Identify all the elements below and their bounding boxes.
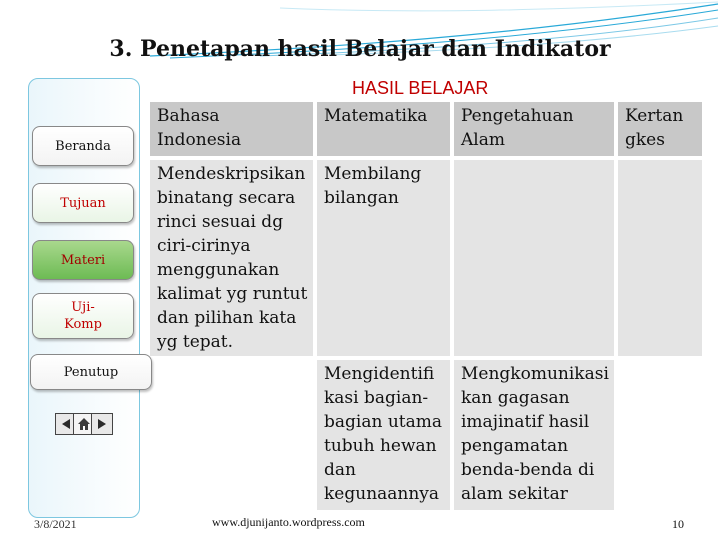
cell-r1-pengetahuan-alam [454,160,614,356]
slide-subtitle: HASIL BELAJAR [352,78,489,98]
header-pengetahuan-alam: Pengetahuan Alam [454,102,614,156]
cell-r1-matematika: Membilang bilangan [317,160,450,356]
cell-r2-bahasa-indonesia [150,360,313,510]
nav-beranda-button[interactable] [32,126,134,166]
cell-r2-kertangkes [618,360,702,510]
nav-tujuan-button[interactable] [32,183,134,223]
cell-r2-matematika: Mengidentifi kasi bagian-bagian utama tubuh hewan dan kegunaannya [317,360,450,510]
cell-r1-kertangkes [618,160,702,356]
prev-arrow-icon [59,417,73,431]
cell-r1-bahasa-indonesia: Mendeskripsikan binatang secara rinci sesuai dg ciri-cirinya menggunakan kalimat yg runtut dan pilihan kata yg tepat. [150,160,313,356]
nav-uji-komp-label: Uji- Komp [64,300,102,332]
footer-url: www.djunijanto.wordpress.com [212,515,365,529]
hasil-belajar-table [150,102,702,510]
nav-beranda-label: Beranda [55,138,111,154]
nav-tujuan-label: Tujuan [60,195,106,211]
next-arrow-icon [95,417,109,431]
nav-materi-label: Materi [60,252,106,268]
nav-materi-button[interactable] [32,240,134,280]
page-number: 10 [672,517,684,531]
nav-uji-komp-button[interactable] [32,293,134,339]
nav-penutup-button[interactable] [30,354,152,390]
nav-penutup-label: Penutup [63,364,119,380]
cell-r2-pengetahuan-alam: Mengkomunikasi kan gagasan imajinatif hasil pengamatan benda-benda di alam sekitar [454,360,614,510]
header-kertangkes: Kertan gkes [618,102,702,156]
header-bahasa-indonesia: Bahasa Indonesia [150,102,313,156]
header-matematika: Matematika [317,102,450,156]
home-icon [77,417,91,431]
next-button[interactable] [91,413,113,435]
slide-date: 3/8/2021 [34,517,77,531]
slide-title: 3. Penetapan hasil Belajar dan Indikator [109,36,611,62]
